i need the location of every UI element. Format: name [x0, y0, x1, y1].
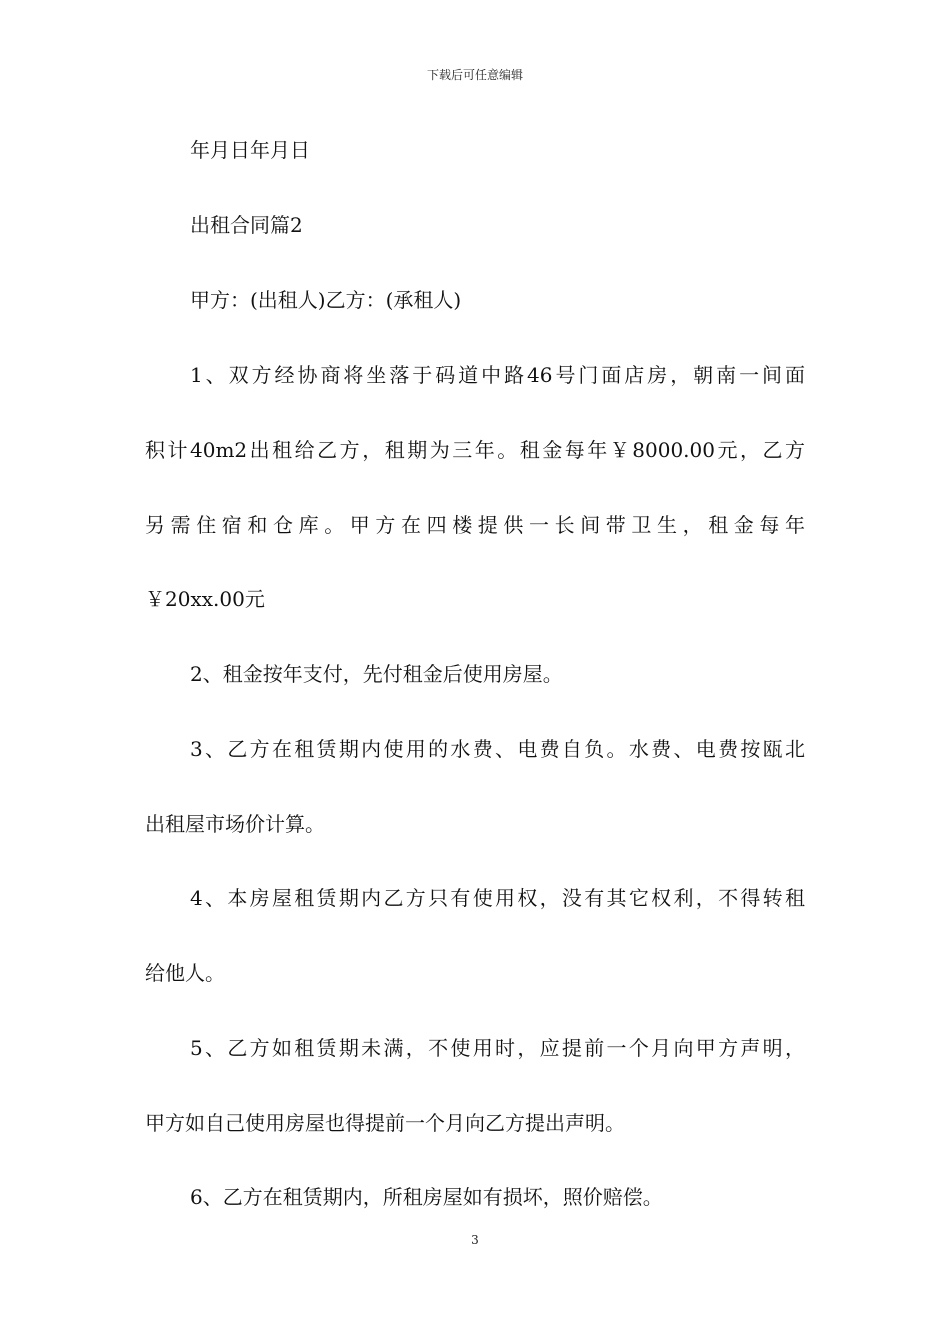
clause-1-line-3: 另需住宿和仓库。甲方在四楼提供一长间带卫生，租金每年	[145, 513, 805, 537]
page-number: 3	[471, 1233, 479, 1247]
clause-1-line-1: 1、双方经协商将坐落于码道中路46号门面店房，朝南一间面	[190, 363, 805, 387]
section-title: 出租合同篇2	[190, 213, 303, 237]
clause-5-line-1: 5、乙方如租赁期未满，不使用时，应提前一个月向甲方声明，	[190, 1036, 805, 1060]
clause-1-line-4: ￥20xx.00元	[145, 587, 265, 611]
clause-1-line-2: 积计40m2出租给乙方，租期为三年。租金每年￥8000.00元，乙方	[145, 438, 805, 462]
clause-4-line-1: 4、本房屋租赁期内乙方只有使用权，没有其它权利，不得转租	[190, 886, 805, 910]
clause-4-line-2: 给他人。	[145, 961, 225, 985]
page-header: 下载后可任意编辑	[426, 68, 523, 82]
parties-line: 甲方：(出租人)乙方：(承租人)	[190, 288, 462, 312]
clause-5-line-2: 甲方如自己使用房屋也得提前一个月向乙方提出声明。	[145, 1111, 625, 1135]
date-line: 年月日年月日	[190, 138, 310, 162]
clause-6: 6、乙方在租赁期内，所租房屋如有损坏，照价赔偿。	[190, 1185, 663, 1209]
clause-2: 2、租金按年支付，先付租金后使用房屋。	[190, 662, 563, 686]
clause-3-line-1: 3、乙方在租赁期内使用的水费、电费自负。水费、电费按瓯北	[190, 737, 805, 761]
clause-3-line-2: 出租屋市场价计算。	[145, 812, 325, 836]
